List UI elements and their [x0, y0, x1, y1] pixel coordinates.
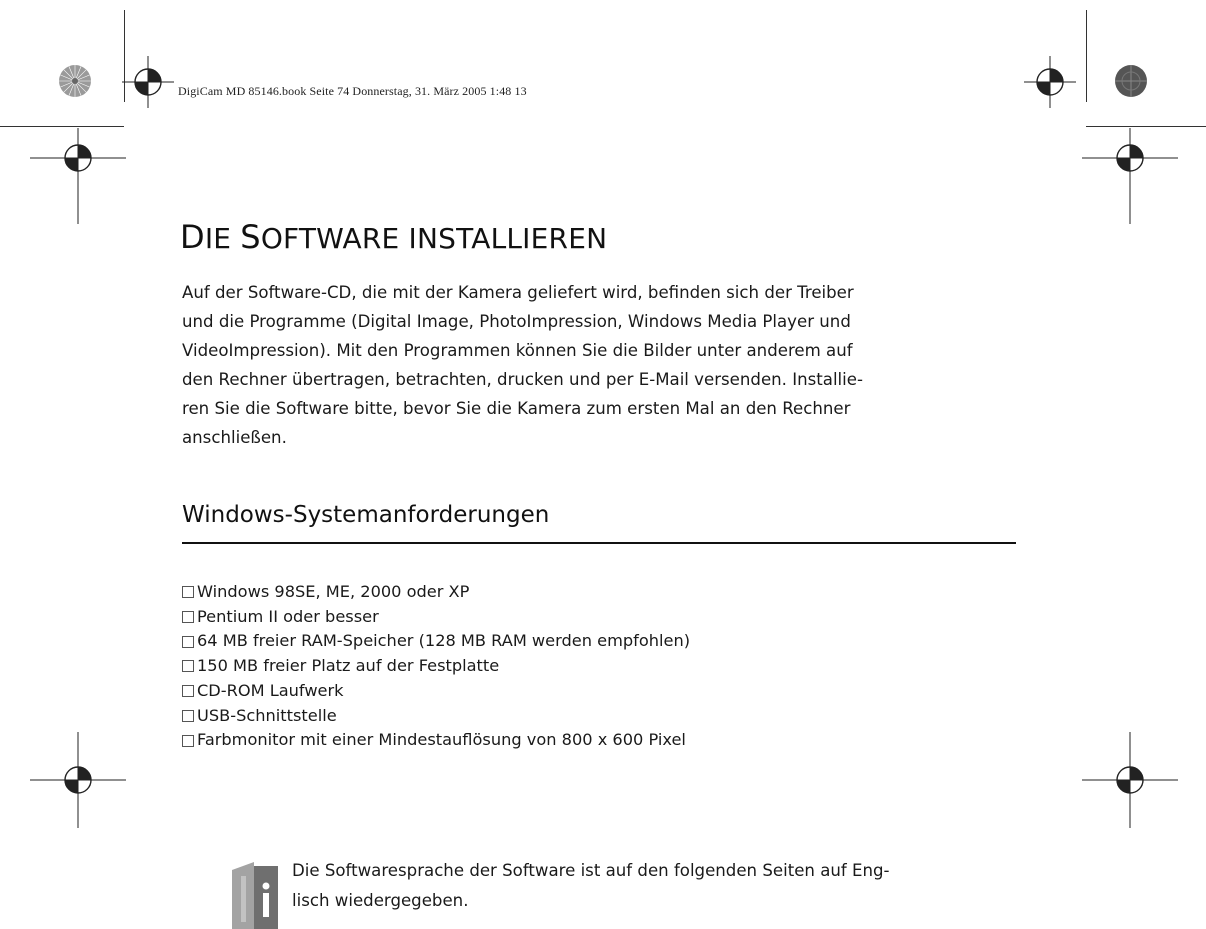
registration-mark-icon: [1024, 56, 1076, 108]
paragraph-line: und die Programme (Digital Image, PhotoImpression, Windows Media Player und: [182, 312, 851, 331]
list-item-text: Farbmonitor mit einer Mindestauflösung von 800 x 600 Pixel: [197, 730, 686, 750]
list-item: [182, 679, 690, 704]
paragraph-line: ren Sie die Software bitte, bevor Sie die Kamera zum ersten Mal an den Rechner: [182, 399, 851, 418]
checkbox-bullet-icon: [182, 735, 194, 747]
list-item: [182, 580, 690, 605]
intro-paragraph: [182, 278, 1024, 452]
paragraph-line: anschließen.: [182, 428, 287, 447]
registration-mark-icon: [1082, 128, 1178, 224]
title-initial: S: [240, 218, 261, 256]
note-line: Die Softwaresprache der Software ist auf den folgenden Seiten auf Eng-: [292, 861, 890, 880]
checkbox-bullet-icon: [182, 636, 194, 648]
registration-mark-icon: [30, 128, 126, 224]
checkbox-bullet-icon: [182, 660, 194, 672]
info-book-icon: [232, 862, 278, 929]
title-initial: D: [180, 218, 205, 256]
list-item-text: 64 MB freier RAM-Speicher (128 MB RAM werden empfohlen): [197, 631, 691, 651]
list-item-text: Pentium II oder besser: [197, 606, 379, 626]
list-item-text: 150 MB freier Platz auf der Festplatte: [197, 656, 500, 676]
checkbox-bullet-icon: [182, 710, 194, 722]
checkbox-bullet-icon: [182, 586, 194, 598]
list-item: [182, 704, 690, 729]
checkbox-bullet-icon: [182, 611, 194, 623]
crop-mark: [0, 126, 124, 127]
list-item: [182, 629, 690, 654]
page-title: [180, 218, 607, 256]
title-rest: OFTWARE INSTALLIEREN: [260, 222, 608, 255]
list-item-text: USB-Schnittstelle: [197, 705, 337, 725]
list-item: [182, 654, 690, 679]
registration-rosette-icon: [1114, 64, 1148, 98]
paragraph-line: Auf der Software-CD, die mit der Kamera geliefert wird, befinden sich der Treiber: [182, 283, 854, 302]
registration-mark-icon: [1082, 732, 1178, 828]
list-item-text: CD-ROM Laufwerk: [197, 680, 344, 700]
paragraph-line: VideoImpression). Mit den Programmen können Sie die Bilder unter anderem auf: [182, 341, 853, 360]
section-divider: [182, 542, 1016, 544]
checkbox-bullet-icon: [182, 685, 194, 697]
list-item: [182, 728, 690, 753]
paragraph-line: den Rechner übertragen, betrachten, drucken und per E-Mail versenden. Installie-: [182, 370, 863, 389]
requirements-list: [182, 580, 690, 753]
title-rest: IE: [204, 222, 241, 255]
registration-mark-icon: [122, 56, 174, 108]
note-line: lisch wiedergegeben.: [292, 891, 469, 910]
section-heading: Windows-Systemanforderungen: [182, 502, 550, 528]
info-note: [292, 856, 1032, 916]
print-slug-header: DigiCam MD 85146.book Seite 74 Donnerstag, 31. März 2005 1:48 13: [178, 84, 527, 98]
crop-mark: [1086, 10, 1087, 102]
list-item: [182, 605, 690, 630]
registration-rosette-icon: [58, 64, 92, 98]
crop-mark: [1086, 126, 1206, 127]
registration-mark-icon: [30, 732, 126, 828]
list-item-text: Windows 98SE, ME, 2000 oder XP: [197, 582, 470, 601]
